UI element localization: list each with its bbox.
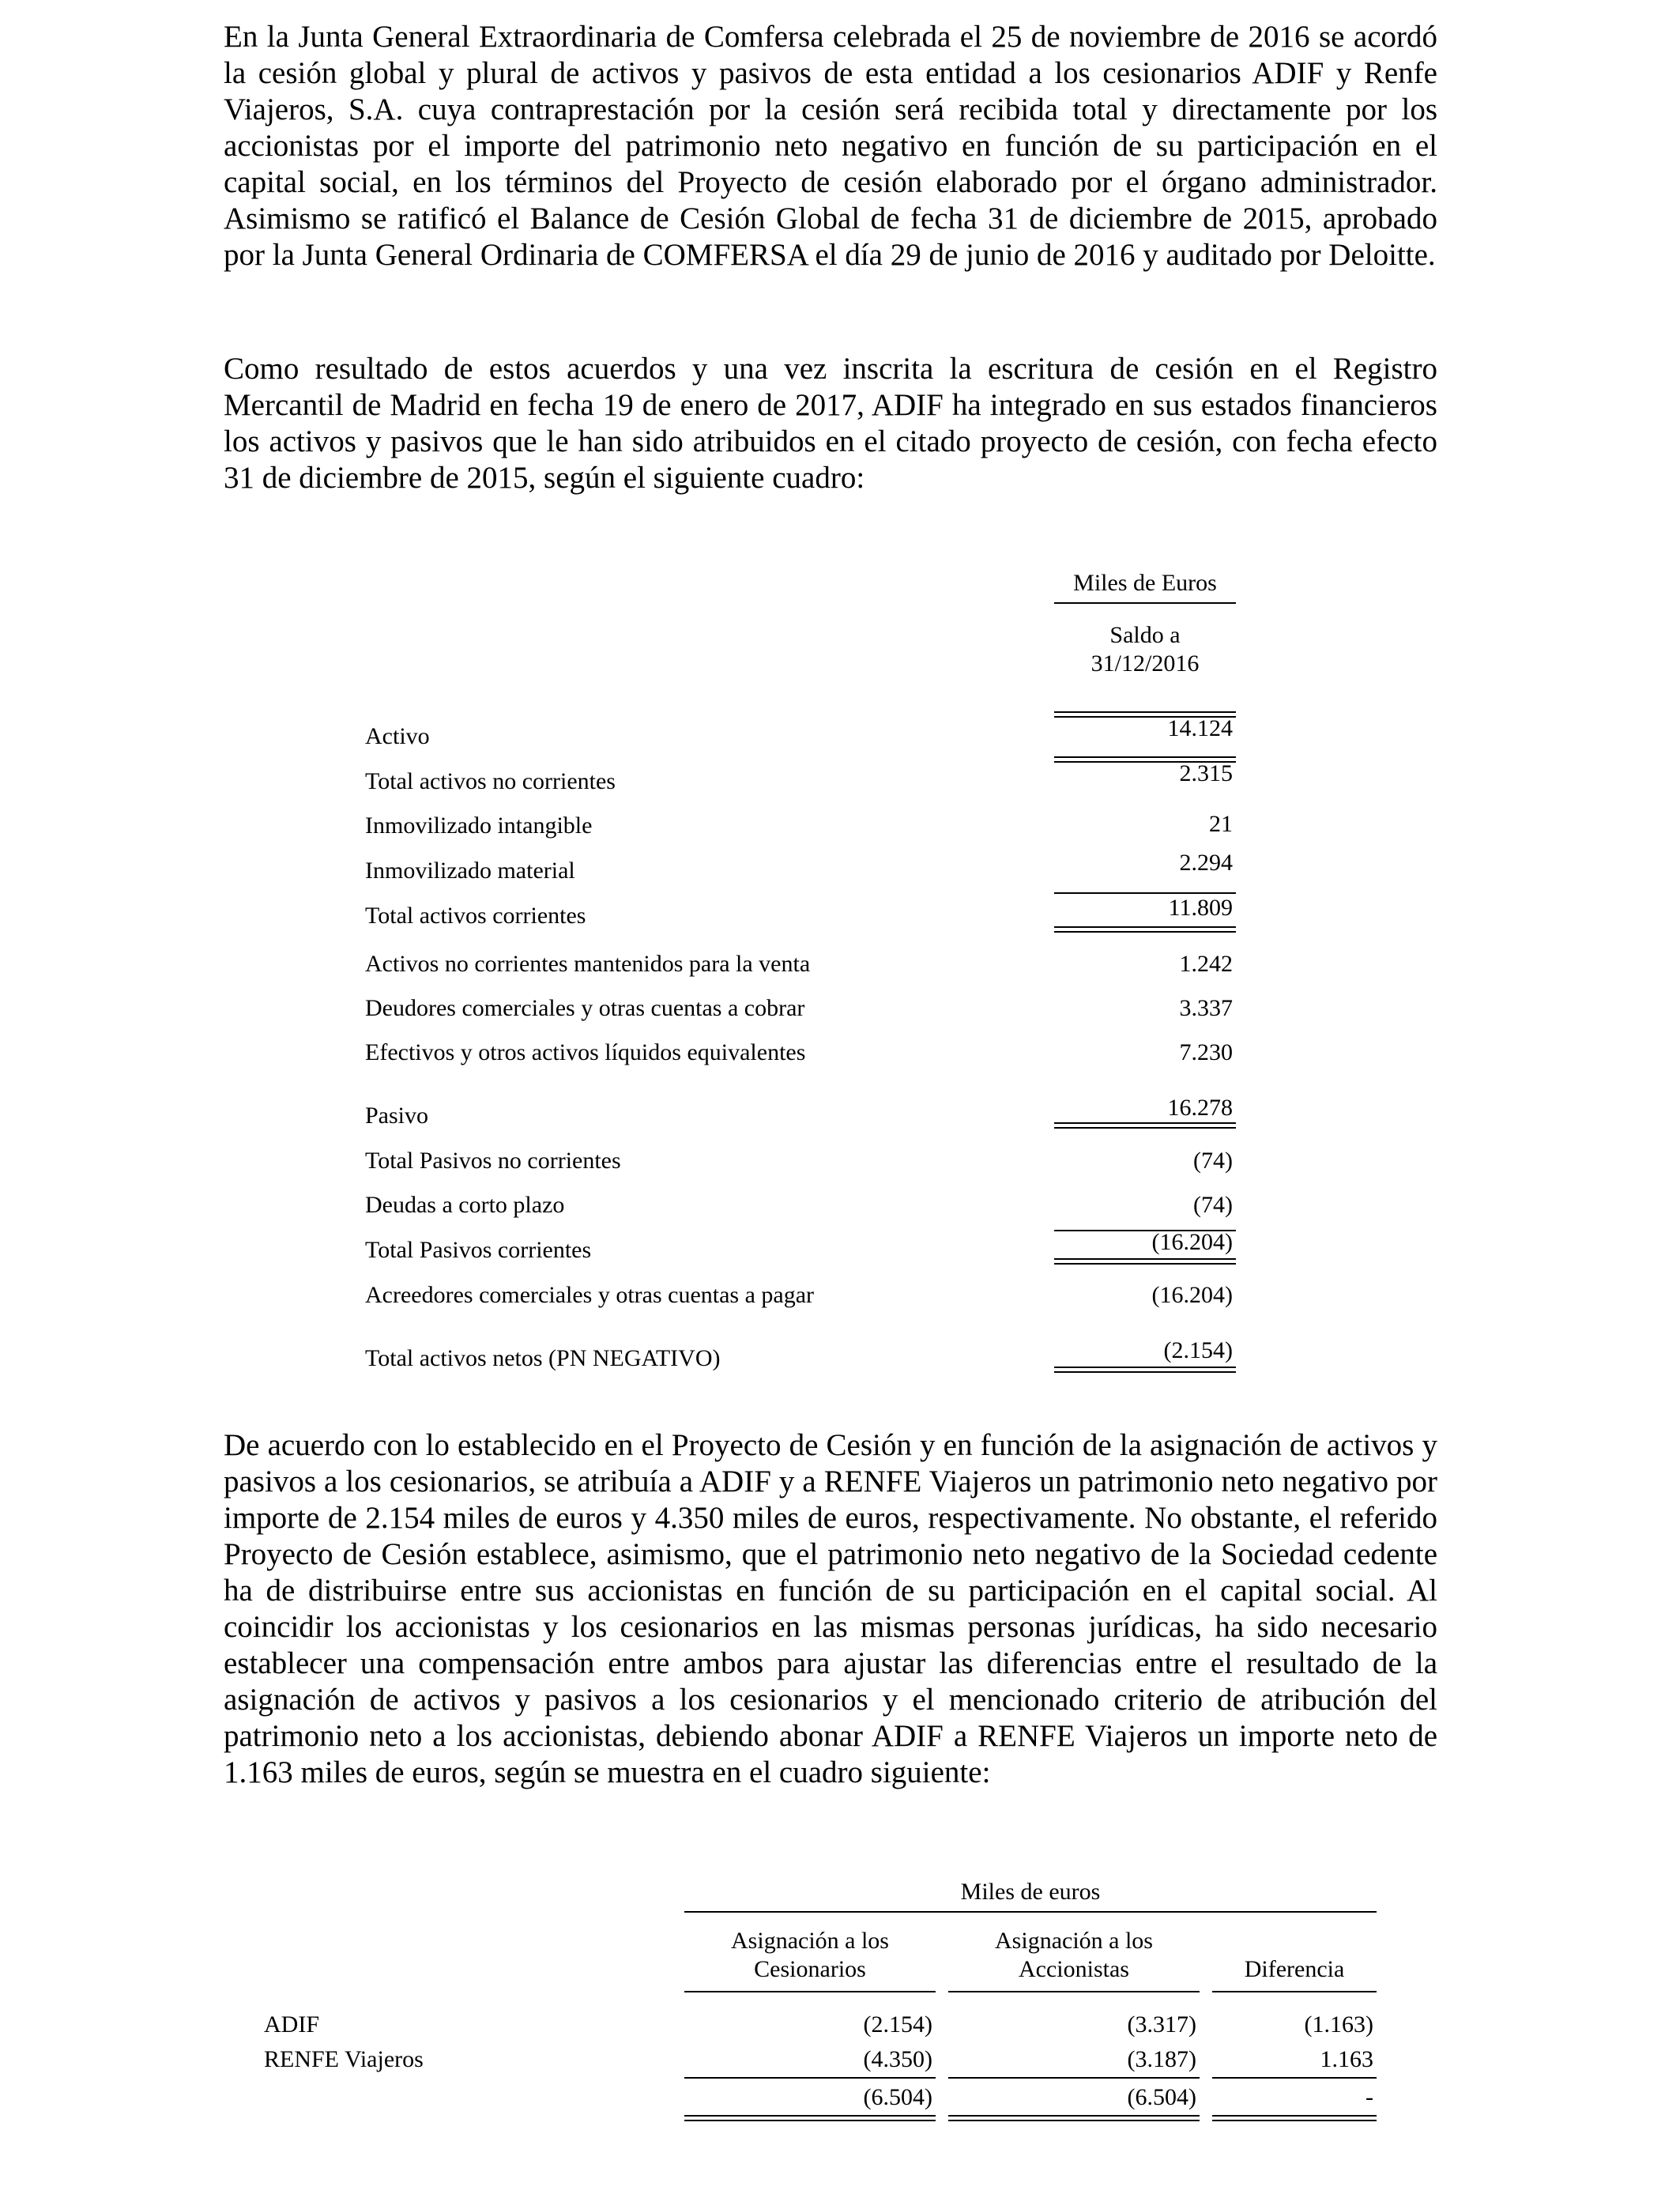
table-row — [0, 991, 1680, 1023]
value-diferencia: (1.163) — [1304, 2011, 1373, 2038]
row-value: 7.230 — [1179, 1039, 1233, 1065]
double-rule — [1054, 926, 1236, 933]
column-header-diferencia: Diferencia — [1244, 1956, 1345, 1982]
row-value: 14.124 — [1167, 715, 1233, 741]
table-row — [0, 715, 1680, 751]
table-row — [0, 895, 1680, 930]
row-label: Total activos no corrientes — [365, 768, 616, 794]
table-row — [0, 850, 1680, 885]
paragraph-cesion-acuerdo: En la Junta General Extraordinaria de Comfersa celebrada el 25 de noviembre de 2016 se acordó la cesión global y plural de activos y pasivos de esta entidad a los cesionarios ADIF y Renfe Viajeros, S.A. cuya contraprestación por la cesión será recibida total y directamente por los accionistas por el importe del patrimonio neto negativo en función de su participación en el capital social, en los términos del Proyecto de cesión elaborado por el órgano administrador. Asimismo se ratificó el Balance de Cesión Global de fecha 31 de diciembre de 2015, aprobado por la Junta General Ordinaria de COMFERSA el día 29 de junio de 2016 y auditado por Deloitte. — [224, 20, 1437, 272]
row-value: (74) — [1193, 1192, 1233, 1218]
total-double-rule — [1212, 2115, 1377, 2121]
balance-table-unit: Miles de Euros — [1073, 570, 1217, 596]
column-header-accionistas — [948, 1927, 1200, 1984]
row-value: 21 — [1209, 811, 1233, 837]
row-label: Activo — [365, 723, 430, 749]
row-label: Deudores comerciales y otras cuentas a cobrar — [365, 995, 805, 1021]
row-label: Total Pasivos corrientes — [365, 1237, 592, 1263]
column-header-line1: Saldo a — [1109, 622, 1181, 648]
row-label: Total activos netos (PN NEGATIVO) — [365, 1345, 721, 1371]
value-diferencia: - — [1365, 2084, 1373, 2110]
row-label: Total activos corrientes — [365, 903, 586, 929]
row-value: (16.204) — [1151, 1229, 1233, 1255]
row-label: Acreedores comerciales y otras cuentas a pagar — [365, 1282, 815, 1308]
value-cesionarios: (6.504) — [863, 2084, 932, 2110]
header-rule — [684, 1991, 936, 1992]
value-accionistas: (6.504) — [1127, 2084, 1196, 2110]
row-label: RENFE Viajeros — [264, 2046, 424, 2072]
double-rule — [1054, 1122, 1236, 1129]
table-row — [0, 2045, 1680, 2077]
table-row — [0, 760, 1680, 796]
header-line2: Cesionarios — [754, 1956, 866, 1982]
table-row — [0, 2011, 1680, 2042]
row-label: Inmovilizado material — [365, 858, 575, 884]
table-row — [0, 809, 1680, 840]
row-label: Efectivos y otros activos líquidos equivalentes — [365, 1039, 806, 1065]
row-label: Total Pasivos no corrientes — [365, 1148, 621, 1174]
table-row-total — [0, 2083, 1680, 2115]
double-rule — [1054, 1258, 1236, 1265]
table-row — [0, 1229, 1680, 1265]
row-value: 11.809 — [1168, 895, 1233, 921]
subtotal-rule — [1212, 2077, 1377, 2079]
value-cesionarios: (2.154) — [863, 2011, 932, 2038]
compensation-table-unit-rule — [684, 1911, 1377, 1913]
row-value: 3.337 — [1179, 995, 1233, 1021]
balance-table-unit-rule — [1054, 602, 1236, 604]
column-header-cesionarios — [684, 1927, 936, 1984]
row-value: 2.294 — [1179, 850, 1233, 876]
compensation-table-unit: Miles de euros — [960, 1879, 1101, 1905]
total-double-rule — [684, 2115, 936, 2121]
header-line1: Asignación a los — [731, 1928, 889, 1954]
row-label: Activos no corrientes mantenidos para la venta — [365, 951, 811, 977]
row-value: (16.204) — [1151, 1282, 1233, 1308]
table-row — [0, 1278, 1680, 1310]
row-value: 2.315 — [1179, 760, 1233, 786]
header-rule — [948, 1991, 1200, 1992]
value-accionistas: (3.317) — [1127, 2011, 1196, 2038]
value-diferencia: 1.163 — [1320, 2046, 1373, 2072]
table-row — [0, 1144, 1680, 1175]
double-rule — [1054, 1367, 1236, 1373]
paragraph-resultado-acuerdos: Como resultado de estos acuerdos y una vez inscrita la escritura de cesión en el Registro Mercantil de Madrid en fecha 19 de enero de 2017, ADIF ha integrado en sus estados financieros los activos y pasivos que le han sido atribuidos en el citado proyecto de cesión, con fecha efecto 31 de diciembre de 2015, según el siguiente cuadro: — [224, 352, 1437, 495]
subtotal-rule — [684, 2077, 936, 2079]
row-value: 16.278 — [1167, 1095, 1233, 1121]
table-row — [0, 947, 1680, 978]
table-row — [0, 1188, 1680, 1220]
total-double-rule — [948, 2115, 1200, 2121]
row-value: 1.242 — [1179, 951, 1233, 977]
balance-table-column-header — [1054, 621, 1236, 678]
header-line2: Accionistas — [1019, 1956, 1129, 1982]
subtotal-rule — [948, 2077, 1200, 2079]
row-label: ADIF — [264, 2011, 320, 2038]
paragraph-proyecto-cesion: De acuerdo con lo establecido en el Proyecto de Cesión y en función de la asignación de activos y pasivos a los cesionarios, se atribuía a ADIF y a RENFE Viajeros un patrimonio neto negativo por importe de 2.154 miles de euros y 4.350 miles de euros, respectivamente. No obstante, el referido Proyecto de Cesión establece, asimismo, que el patrimonio neto negativo de la Sociedad cedente ha de distribuirse entre sus accionistas en función de su participación en el capital social. Al coincidir los accionistas y los cesionarios en las mismas personas jurídicas, ha sido necesario establecer una compensación entre ambos para ajustar las diferencias entre el resultado de la asignación de activos y pasivos a los cesionarios y el mencionado criterio de atribución del patrimonio neto a los accionistas, debiendo abonar ADIF a RENFE Viajeros un importe neto de 1.163 miles de euros, según se muestra en el cuadro siguiente: — [224, 1428, 1437, 1789]
row-label: Deudas a corto plazo — [365, 1192, 565, 1218]
row-value: (74) — [1193, 1148, 1233, 1174]
table-row — [0, 1035, 1680, 1067]
value-accionistas: (3.187) — [1127, 2046, 1196, 2072]
row-value: (2.154) — [1163, 1337, 1233, 1363]
value-cesionarios: (4.350) — [863, 2046, 932, 2072]
table-row — [0, 1095, 1680, 1130]
table-row — [0, 1337, 1680, 1373]
header-line1: Asignación a los — [995, 1928, 1153, 1954]
row-label: Pasivo — [365, 1103, 429, 1129]
header-rule — [1212, 1991, 1377, 1992]
column-header-line2: 31/12/2016 — [1090, 650, 1200, 677]
row-label: Inmovilizado intangible — [365, 812, 593, 839]
